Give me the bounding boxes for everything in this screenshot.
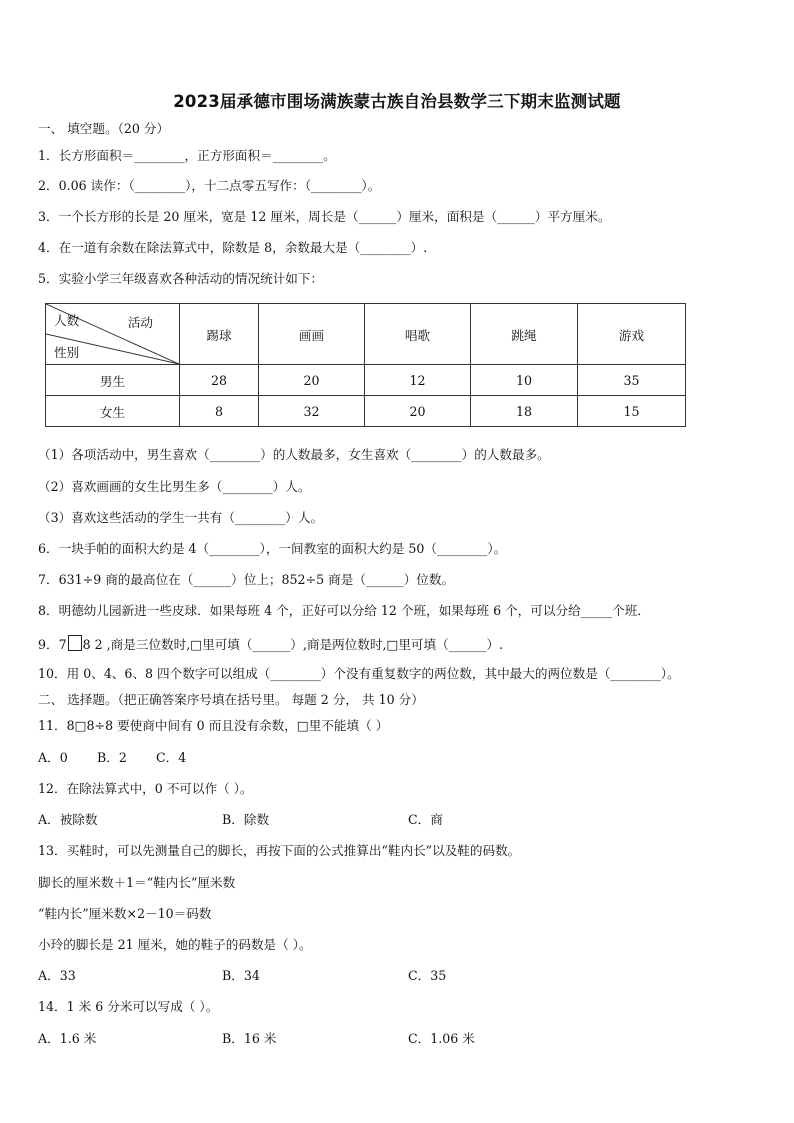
column-header: 跳绳 (471, 304, 578, 365)
q13-option-c: C．35 (408, 968, 447, 983)
question-4: 4．在一道有余数在除法算式中，除数是 8，余数最大是（________）. (38, 240, 428, 255)
row-label: 男生 (46, 365, 180, 396)
q13-option-a: A．33 (38, 968, 76, 983)
question-13-formula-2: “鞋内长”厘米数×2－10＝码数 (38, 906, 212, 921)
q11-option-c: C．4 (156, 750, 187, 765)
q11-option-b: B．2 (97, 750, 127, 765)
q12-option-b: B．除数 (222, 812, 270, 827)
activity-statistics-table (45, 303, 686, 427)
question-14: 14．1 米 6 分米可以写成（ ）。 (38, 999, 219, 1014)
question-8: 8．明德幼儿园新进一些皮球．如果每班 4 个，正好可以分给 12 个班，如果每班 6 个，可以分给_____个班． (38, 603, 650, 618)
column-header: 唱歌 (365, 304, 471, 365)
table-cell: 20 (365, 396, 471, 427)
table-cell: 35 (578, 365, 686, 396)
corner-label-gender: 性别 (54, 345, 80, 360)
question-10: 10．用 0、4、6、8 四个数字可以组成（________）个没有重复数字的两位数，其中最大的两位数是（________）。 (38, 666, 680, 681)
table-cell: 20 (259, 365, 365, 396)
page-title: 2023届承德市围场满族蒙古族自治县数学三下期末监测试题 (173, 92, 621, 111)
table-cell: 32 (259, 396, 365, 427)
q11-option-a: A．0 (38, 750, 68, 765)
question-5-part-2: （2）喜欢画画的女生比男生多（________）人。 (38, 479, 311, 494)
question-13: 13．买鞋时，可以先测量自己的脚长，再按下面的公式推算出“鞋内长”以及鞋的码数。 (38, 843, 521, 858)
corner-label-activity: 活动 (127, 315, 153, 330)
question-3: 3．一个长方形的长是 20 厘米，宽是 12 厘米，周长是（______）厘米，面积是（______）平方厘米。 (38, 209, 611, 224)
question-9 (38, 635, 503, 653)
row-label: 女生 (46, 396, 180, 427)
column-header: 踢球 (180, 304, 259, 365)
question-13-prompt: 小玲的脚长是 21 厘米，她的鞋子的码数是（ ）。 (38, 937, 312, 952)
q14-option-b: B．16 米 (222, 1031, 277, 1046)
blank-box (68, 635, 82, 651)
q12-option-c: C．商 (408, 812, 443, 827)
q12-option-a: A．被除数 (38, 812, 98, 827)
question-5-part-3: （3）喜欢这些活动的学生一共有（________）人。 (38, 510, 324, 525)
table-cell: 18 (471, 396, 578, 427)
table-cell: 8 (180, 396, 259, 427)
column-header: 游戏 (578, 304, 686, 365)
question-12: 12．在除法算式中，0 不可以作（ ）。 (38, 781, 253, 796)
question-6: 6．一块手帕的面积大约是 4（________），一间教室的面积大约是 50（________）。 (38, 541, 507, 556)
table-cell: 15 (578, 396, 686, 427)
table-cell: 10 (471, 365, 578, 396)
question-1: 1．长方形面积＝________，正方形面积＝________。 (38, 148, 336, 163)
question-5-part-1: （1）各项活动中，男生喜欢（________）的人数最多，女生喜欢（________）的人数最多。 (38, 447, 550, 462)
table-corner-cell (46, 304, 180, 365)
question-9-text: 8 2 ,商是三位数时,□里可填（______）,商是两位数时,□里可填（______）. (82, 637, 504, 652)
question-11: 11．8□8÷8 要使商中间有 0 而且没有余数，□里不能填（ ） (38, 718, 389, 733)
table-row (46, 365, 686, 396)
q14-option-a: A．1.6 米 (38, 1031, 97, 1046)
question-5: 5．实验小学三年级喜欢各种活动的情况统计如下： (38, 271, 324, 286)
table-header-row (46, 304, 686, 365)
section-choice-heading: 二、 选择题。（把正确答案序号填在括号里。 每题 2 分， 共 10 分） (38, 692, 424, 707)
section-fill-in-heading: 一、 填空题。（20 分） (38, 121, 170, 136)
question-13-formula-1: 脚长的厘米数＋1＝“鞋内长”厘米数 (38, 875, 236, 890)
corner-label-count: 人数 (54, 313, 80, 328)
table-cell: 12 (365, 365, 471, 396)
q13-option-b: B．34 (222, 968, 260, 983)
question-2: 2．0.06 读作：（________），十二点零五写作：（________）。 (38, 178, 381, 193)
column-header: 画画 (259, 304, 365, 365)
q14-option-c: C．1.06 米 (408, 1031, 475, 1046)
table-row (46, 396, 686, 427)
table-cell: 28 (180, 365, 259, 396)
question-7: 7．631÷9 商的最高位在（______）位上；852÷5 商是（______）位数。 (38, 572, 455, 587)
question-9-prefix: 9．7 (38, 637, 67, 652)
